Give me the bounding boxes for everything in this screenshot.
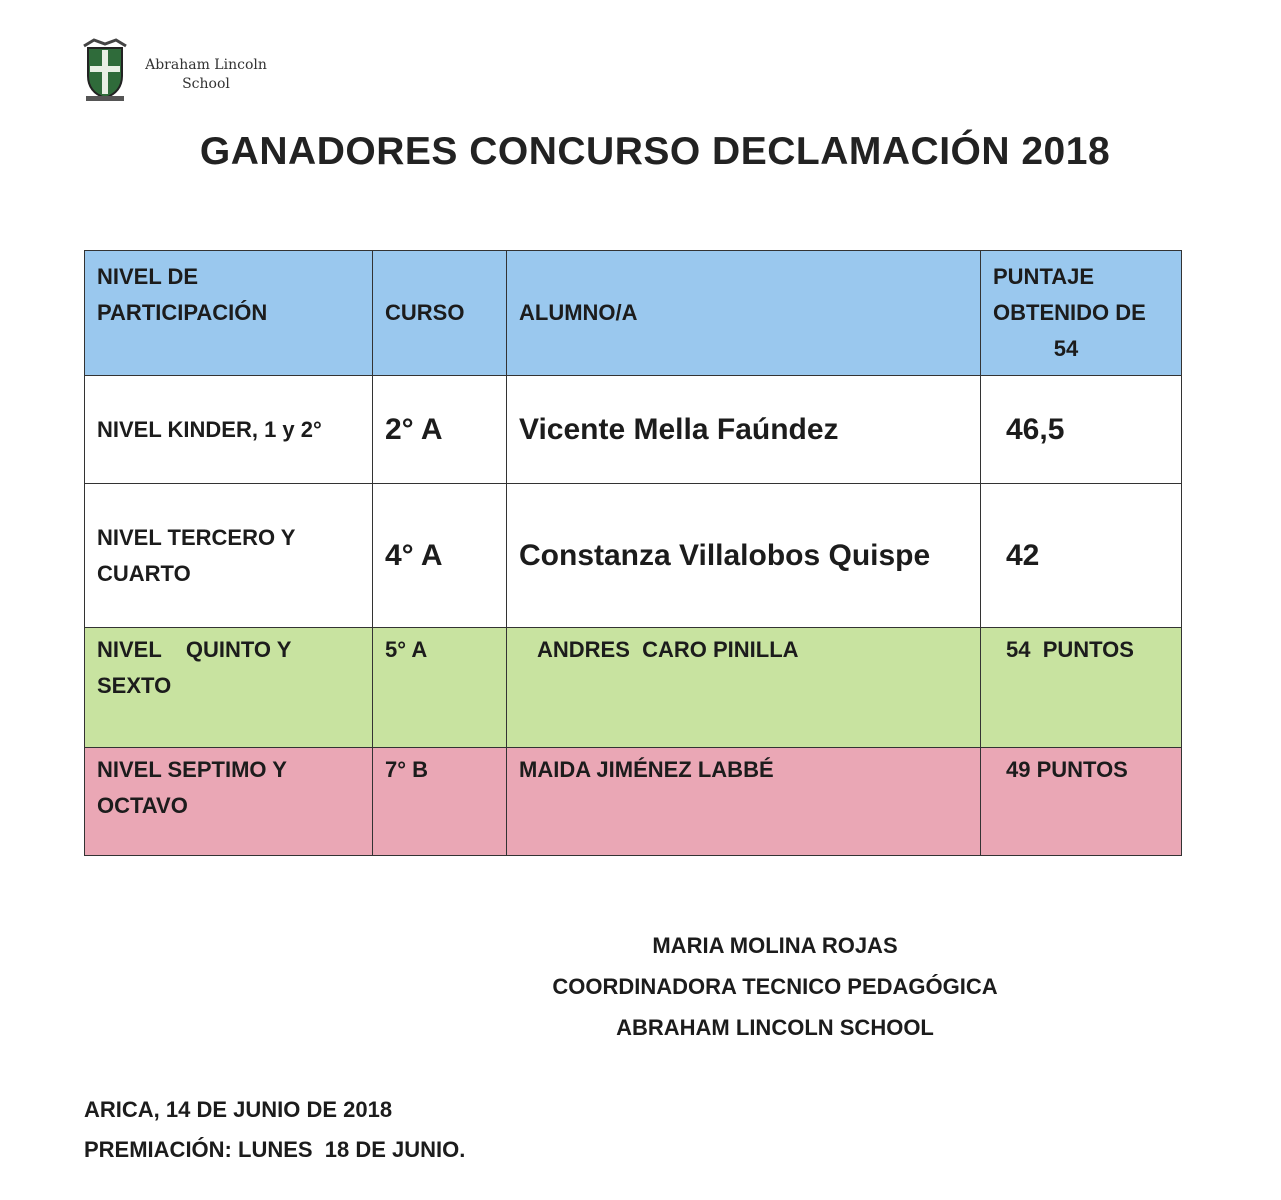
signature-role: COORDINADORA TECNICO PEDAGÓGICA (552, 974, 998, 999)
header-nivel: NIVEL DE PARTICIPACIÓN (85, 251, 373, 376)
footer-date: ARICA, 14 DE JUNIO DE 2018 (84, 1097, 393, 1122)
header-puntaje: PUNTAJE OBTENIDO DE 54 (981, 251, 1182, 376)
school-crest-icon (80, 38, 130, 102)
school-name: Abraham Lincoln School (145, 57, 267, 92)
cell-alumno: ANDRES CARO PINILLA (507, 628, 981, 748)
signature-name: MARIA MOLINA ROJAS (652, 933, 898, 958)
signature-block (470, 925, 1080, 1048)
winners-table (84, 250, 1182, 856)
cell-curso: 4° A (373, 484, 507, 628)
cell-alumno: Vicente Mella Faúndez (507, 376, 981, 484)
cell-alumno: MAIDA JIMÉNEZ LABBÉ (507, 748, 981, 856)
cell-puntaje: 54 PUNTOS (981, 628, 1182, 748)
cell-puntaje: 46,5 (981, 376, 1182, 484)
header-alumno: ALUMNO/A (507, 251, 981, 376)
signature-school: ABRAHAM LINCOLN SCHOOL (616, 1015, 934, 1040)
table-row (85, 376, 1182, 484)
footer (84, 1090, 465, 1170)
table-row (85, 484, 1182, 628)
cell-curso: 2° A (373, 376, 507, 484)
school-logo (80, 38, 280, 104)
cell-puntaje: 49 PUNTOS (981, 748, 1182, 856)
header-curso: CURSO (373, 251, 507, 376)
footer-award-date: PREMIACIÓN: LUNES 18 DE JUNIO. (84, 1137, 466, 1162)
cell-curso: 5° A (373, 628, 507, 748)
cell-curso: 7° B (373, 748, 507, 856)
table-row (85, 748, 1182, 856)
cell-puntaje: 42 (981, 484, 1182, 628)
cell-nivel: NIVEL QUINTO Y SEXTO (85, 628, 373, 748)
page-title: GANADORES CONCURSO DECLAMACIÓN 2018 (199, 130, 1111, 173)
table-row (85, 628, 1182, 748)
cell-nivel: NIVEL SEPTIMO Y OCTAVO (85, 748, 373, 856)
table-header-row (85, 251, 1182, 376)
cell-alumno: Constanza Villalobos Quispe (507, 484, 981, 628)
cell-nivel: NIVEL KINDER, 1 y 2° (85, 376, 373, 484)
cell-nivel: NIVEL TERCERO Y CUARTO (85, 484, 373, 628)
